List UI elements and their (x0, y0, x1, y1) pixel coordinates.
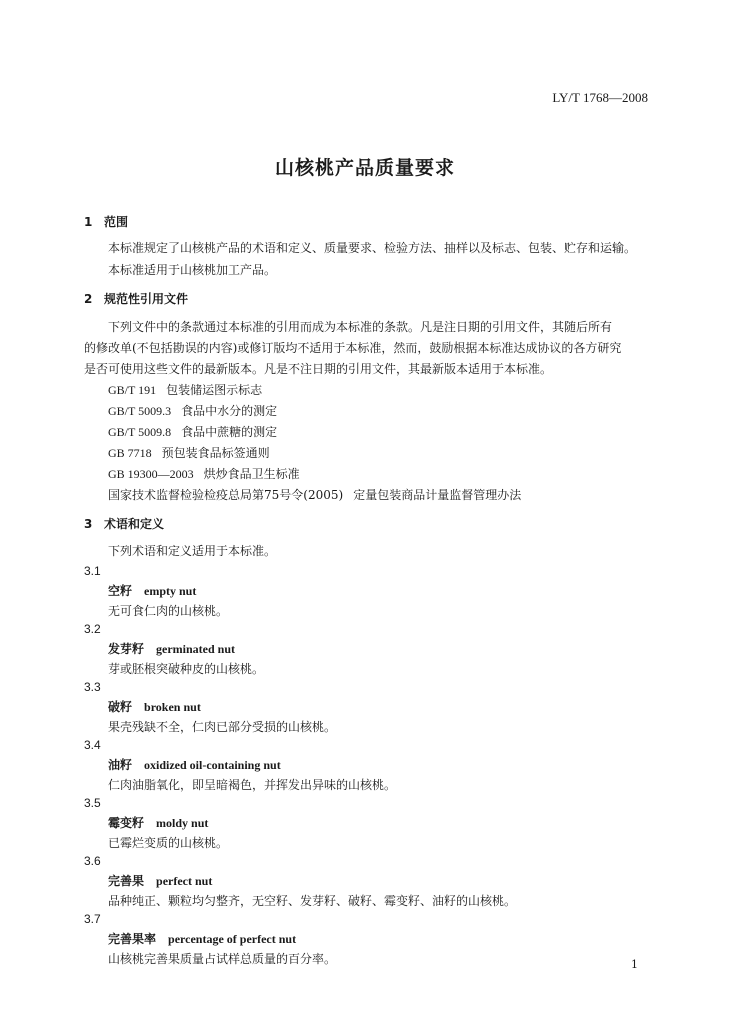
term-definition: 芽或胚根突破种皮的山核桃。 (108, 662, 265, 676)
reference-item: GB 19300—2003 烘炒食品卫生标准 (108, 467, 300, 481)
term-number: 3.4 (84, 738, 101, 752)
term-definition: 无可食仁肉的山核桃。 (108, 604, 229, 618)
term-number: 3.3 (84, 680, 101, 694)
term-definition: 仁肉油脂氧化，即呈暗褐色，并挥发出异味的山核桃。 (108, 778, 397, 792)
term-heading: 完善果率 percentage of perfect nut (108, 932, 297, 946)
s2-paragraph-line-3: 是否可使用这些文件的最新版本。凡是不注日期的引用文件，其最新版本适用于本标准。 (84, 362, 553, 376)
reference-item: GB 7718 预包装食品标签通则 (108, 446, 270, 460)
term-number: 3.7 (84, 912, 101, 926)
term-heading: 油籽 oxidized oil-containing nut (108, 758, 281, 772)
standard-code: LY/T 1768—2008 (552, 90, 648, 105)
term-number: 3.2 (84, 622, 101, 636)
s1-paragraph-2: 本标准适用于山核桃加工产品。 (108, 263, 277, 277)
section-1-heading: 1 范围 (84, 215, 129, 229)
reference-item: GB/T 5009.8 食品中蔗糖的测定 (108, 425, 278, 439)
term-number: 3.1 (84, 564, 101, 578)
reference-item: 国家技术监督检验检疫总局第75号令(2005) 定量包装商品计量监督管理办法 (108, 488, 522, 502)
term-heading: 发芽籽 germinated nut (108, 642, 236, 656)
term-heading: 霉变籽 moldy nut (108, 816, 209, 830)
reference-item: GB/T 191 包装储运图示标志 (108, 383, 263, 397)
page-number: 1 (631, 958, 638, 971)
term-definition: 果壳残缺不全，仁肉已部分受损的山核桃。 (108, 720, 337, 734)
term-definition: 山核桃完善果质量占试样总质量的百分率。 (108, 952, 337, 966)
s2-paragraph-line-2: 的修改单(不包括勘误的内容)或修订版均不适用于本标准，然而，鼓励根据本标准达成协议的各方研究 (84, 341, 622, 355)
term-heading: 破籽 broken nut (108, 700, 201, 714)
s3-intro: 下列术语和定义适用于本标准。 (108, 544, 277, 558)
s1-paragraph-1: 本标准规定了山核桃产品的术语和定义、质量要求、检验方法、抽样以及标志、包装、贮存和运输。 (108, 241, 637, 255)
section-3-heading: 3 术语和定义 (84, 517, 165, 531)
term-number: 3.5 (84, 796, 101, 810)
document-title: 山核桃产品质量要求 (274, 157, 455, 179)
term-heading: 空籽 empty nut (108, 584, 197, 598)
section-2-heading: 2 规范性引用文件 (84, 292, 189, 306)
term-definition: 品种纯正、颗粒均匀整齐，无空籽、发芽籽、破籽、霉变籽、油籽的山核桃。 (108, 894, 517, 908)
term-definition: 已霉烂变质的山核桃。 (108, 836, 229, 850)
reference-item: GB/T 5009.3 食品中水分的测定 (108, 404, 278, 418)
term-heading: 完善果 perfect nut (108, 874, 213, 888)
term-number: 3.6 (84, 854, 101, 868)
s2-paragraph-line-1: 下列文件中的条款通过本标准的引用而成为本标准的条款。凡是注日期的引用文件，其随后所有 (108, 320, 613, 334)
